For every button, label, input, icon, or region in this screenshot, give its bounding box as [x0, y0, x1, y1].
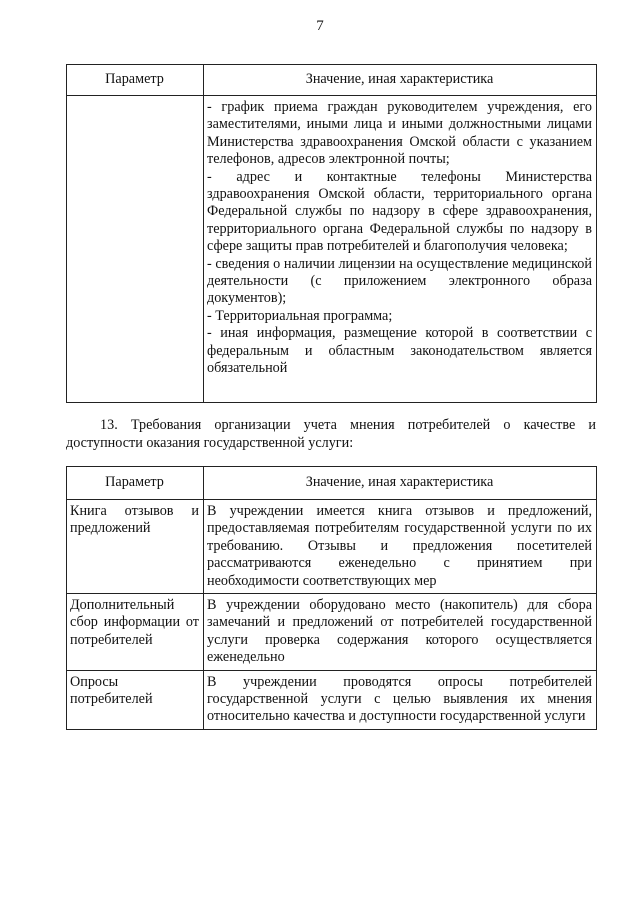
header-value: Значение, иная характеристика — [204, 467, 597, 500]
header-value: Значение, иная характеристика — [204, 65, 597, 96]
info-table — [66, 64, 597, 403]
page-number: 7 — [316, 18, 324, 34]
table-header-row — [67, 65, 597, 96]
value-cell — [204, 96, 597, 403]
section-13-heading: 13. Требования организации учета мнения потребителей о качестве и доступности оказания государственной услуги: — [66, 417, 596, 451]
table-row — [67, 670, 597, 729]
value-cell: В учреждении имеется книга отзывов и предложений, предоставляемая потребителям государственной услуги по их требованию. Отзывы и предложения посетителей рассматриваются еженедельно с принятием при необходимости соответствующих мер — [204, 500, 597, 594]
list-item: - Территориальная программа; — [207, 307, 393, 324]
value-cell: В учреждении оборудовано место (накопитель) для сбора замечаний и предложений от потребителей государственной услуги проверка содержания которого осуществляется еженедельно — [204, 594, 597, 671]
table-row — [67, 96, 597, 403]
table-header-row — [67, 467, 597, 500]
header-parameter: Параметр — [67, 467, 204, 500]
list-item: - сведения о наличии лицензии на осуществление медицинской деятельности (с приложением электронного образа документов); — [207, 255, 592, 307]
value-cell: В учреждении проводятся опросы потребителей государственной услуги с целью выявления их мнения относительно качества и доступности государственной услуги — [204, 670, 597, 729]
list-item: - график приема граждан руководителем учреждения, его заместителями, иными лица и иными должностными лицами Министерства здравоохранения Омской области с указанием телефонов, адресов электронной почты; — [207, 99, 592, 168]
feedback-table — [66, 466, 597, 730]
header-parameter: Параметр — [67, 65, 204, 96]
list-item: - иная информация, размещение которой в соответствии с федеральным и областным законодательством является обязательной — [207, 325, 592, 377]
parameter-cell — [67, 96, 204, 403]
parameter-cell: Книга отзывов и предложений — [67, 500, 204, 594]
table-row — [67, 594, 597, 671]
parameter-cell: Опросы потребителей — [67, 670, 204, 729]
list-item: - адрес и контактные телефоны Министерства здравоохранения Омской области, территориального органа Федеральной службы по надзору в сфере здравоохранения, территориального органа Федеральной службы по надзору в сфере защиты прав потребителей и благополучия человека; — [207, 168, 592, 255]
parameter-cell: Дополнительный сбор информации от потребителей — [67, 594, 204, 671]
table-row — [67, 500, 597, 594]
